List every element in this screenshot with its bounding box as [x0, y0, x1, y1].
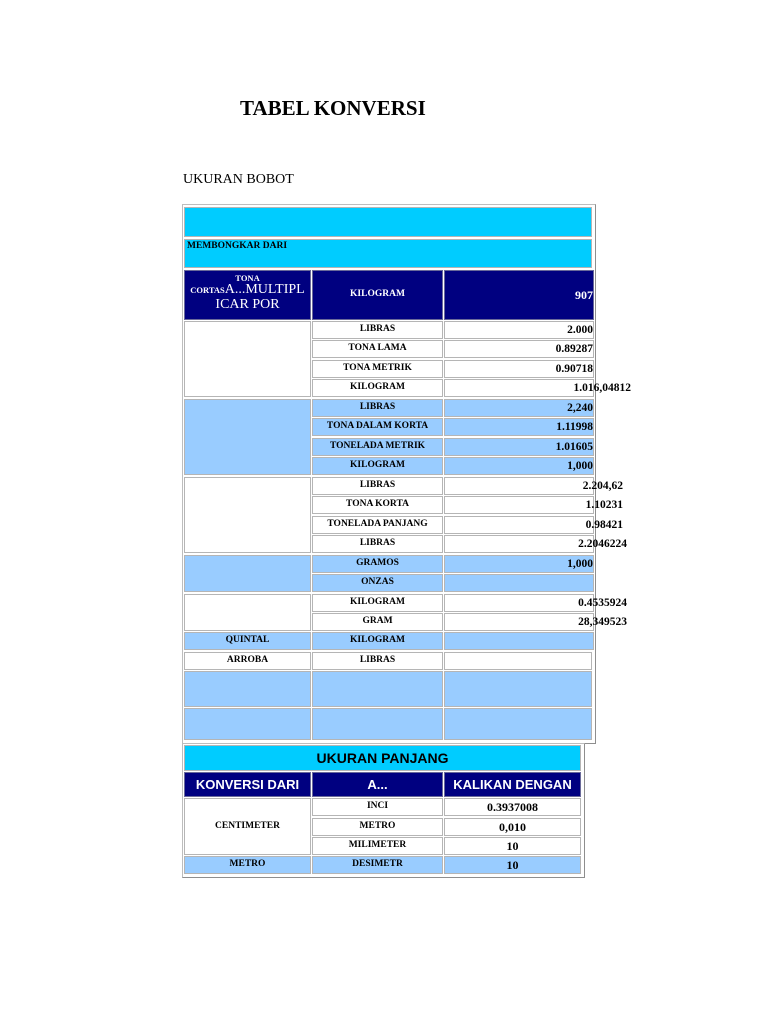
- to-unit: TONA KORTA: [346, 499, 409, 510]
- header-from-big-2: ICAR POR: [215, 296, 280, 312]
- weight-row-to: [312, 574, 443, 592]
- weight-row-value: [444, 399, 594, 417]
- weight-row-value: [444, 360, 594, 378]
- factor-value: 0.90718: [555, 362, 593, 375]
- factor-value: 1,000: [567, 557, 593, 570]
- weight-row-value: [444, 613, 627, 631]
- to-unit: GRAM: [362, 616, 393, 627]
- from-label: MEMBONGKAR DARI: [187, 241, 288, 251]
- group-cell-4: [184, 555, 311, 592]
- header-text: A...: [367, 776, 388, 792]
- weight-header-from: [184, 270, 311, 320]
- length-row-value: [444, 818, 581, 836]
- header-from-prefix: CORTAS: [190, 284, 225, 295]
- weight-row-to: [312, 399, 443, 417]
- weight-row-value: [444, 418, 594, 436]
- length-row-to: [312, 837, 443, 855]
- factor-value: 0.3937008: [487, 799, 538, 814]
- weight-row-to: [312, 379, 443, 397]
- weight-row-value: [444, 321, 594, 339]
- weight-row-to: [312, 418, 443, 436]
- weight-row-value: [444, 477, 623, 495]
- length-header-to: [312, 772, 443, 797]
- weight-header-to: [312, 270, 443, 320]
- factor-value: 10: [506, 857, 519, 872]
- weight-row-to: [312, 516, 443, 534]
- weight-row-value: [444, 438, 594, 456]
- weight-row-to: [312, 613, 443, 631]
- weight-row-value: [444, 535, 627, 553]
- to-unit: TONELADA PANJANG: [327, 519, 428, 530]
- weight-row-value: [444, 457, 594, 475]
- factor-value: 1.10231: [585, 498, 623, 511]
- length-row-value: [444, 856, 581, 874]
- factor-value: 0.89287: [555, 342, 593, 355]
- weight-row-value: [444, 632, 594, 650]
- weight-row-to: [312, 555, 443, 573]
- group-cell-3: [184, 477, 311, 553]
- header-from-small: TONA: [235, 273, 260, 283]
- factor-value: 1.016,04812: [573, 381, 631, 394]
- empty-cell: [444, 671, 592, 707]
- group-cell-5: [184, 594, 311, 631]
- length-row-value: [444, 837, 581, 855]
- factor-value: 28,349523: [578, 615, 627, 628]
- factor-value: 2.204,62: [582, 479, 623, 492]
- empty-cell: [184, 708, 311, 740]
- header-value-label: 907: [575, 287, 593, 302]
- weight-row-value: [444, 379, 631, 397]
- length-header-from: [184, 772, 311, 797]
- weight-row-to: [312, 340, 443, 358]
- length-row-to: [312, 798, 443, 816]
- weight-row-value: [444, 555, 594, 573]
- weight-header-value: [444, 270, 594, 320]
- weight-row-from: [184, 632, 311, 650]
- group-cell-1: [184, 321, 311, 397]
- from-unit: QUINTAL: [225, 635, 270, 646]
- length-row-value: [444, 798, 581, 816]
- weight-row-value: [444, 574, 594, 592]
- to-unit: TONELADA METRIK: [329, 441, 426, 452]
- to-unit: ONZAS: [361, 577, 394, 588]
- weight-row-to: [312, 496, 443, 514]
- length-title-text: UKURAN PANJANG: [316, 749, 449, 766]
- to-unit: KILOGRAM: [350, 597, 405, 608]
- section-subtitle: UKURAN BOBOT: [183, 172, 294, 187]
- header-text: KONVERSI DARI: [195, 776, 300, 792]
- to-unit: GRAMOS: [356, 558, 399, 569]
- factor-value: 0.4535924: [578, 596, 627, 609]
- empty-cell: [444, 708, 592, 740]
- to-unit: LIBRAS: [359, 655, 396, 666]
- weight-row-to: [312, 594, 443, 612]
- header-text: KALIKAN DENGAN: [453, 776, 572, 792]
- factor-value: 2.000: [567, 323, 593, 336]
- weight-row-to: [312, 360, 443, 378]
- empty-cell: [312, 671, 443, 707]
- factor-value: 1.11998: [556, 420, 593, 433]
- to-unit: LIBRAS: [359, 538, 396, 549]
- from-unit: CENTIMETER: [215, 820, 280, 831]
- to-unit: DESIMETR: [352, 859, 403, 870]
- factor-value: 0.98421: [585, 518, 623, 531]
- length-row-to: [312, 818, 443, 836]
- weight-row-to: [312, 457, 443, 475]
- weight-row-value: [444, 652, 592, 670]
- length-row-to: [312, 856, 443, 874]
- length-group-from: [184, 798, 311, 855]
- to-unit: TONA DALAM KORTA: [326, 421, 429, 432]
- to-unit: KILOGRAM: [350, 460, 405, 471]
- header-from-big-1: A...MULTIPL: [224, 281, 305, 297]
- page-title: TABEL KONVERSI: [240, 96, 426, 120]
- weight-table-top-band: [184, 207, 592, 237]
- empty-cell: [312, 708, 443, 740]
- from-unit: ARROBA: [226, 655, 269, 666]
- weight-row-value: [444, 496, 623, 514]
- from-unit: METRO: [229, 859, 266, 870]
- weight-row-value: [444, 516, 623, 534]
- factor-value: 2,240: [567, 401, 593, 414]
- header-to-label: KILOGRAM: [350, 289, 405, 300]
- to-unit: TONA METRIK: [343, 363, 412, 374]
- weight-row-value: [444, 340, 594, 358]
- to-unit: LIBRAS: [359, 402, 396, 413]
- factor-value: 1.01605: [555, 440, 593, 453]
- factor-value: 0,010: [499, 819, 526, 834]
- weight-row-to: [312, 652, 443, 670]
- weight-table-label: [184, 239, 592, 268]
- to-unit: INCI: [366, 801, 389, 812]
- to-unit: KILOGRAM: [350, 635, 405, 646]
- to-unit: LIBRAS: [359, 324, 396, 335]
- to-unit: MILIMETER: [348, 840, 407, 851]
- length-header-multiply: [444, 772, 581, 797]
- to-unit: KILOGRAM: [350, 382, 405, 393]
- weight-row-from: [184, 652, 311, 670]
- weight-row-value: [444, 594, 627, 612]
- length-row-from: [184, 856, 311, 874]
- weight-row-to: [312, 535, 443, 553]
- weight-row-to: [312, 477, 443, 495]
- empty-cell: [184, 671, 311, 707]
- to-unit: TONA LAMA: [348, 343, 407, 354]
- group-cell-2: [184, 399, 311, 475]
- factor-value: 2.2046224: [578, 537, 627, 550]
- length-table-title: [184, 745, 581, 771]
- weight-row-to: [312, 438, 443, 456]
- factor-value: 10: [506, 838, 519, 853]
- factor-value: 1,000: [567, 459, 593, 472]
- to-unit: LIBRAS: [359, 480, 396, 491]
- weight-row-to: [312, 321, 443, 339]
- weight-row-to: [312, 632, 443, 650]
- to-unit: METRO: [359, 821, 396, 832]
